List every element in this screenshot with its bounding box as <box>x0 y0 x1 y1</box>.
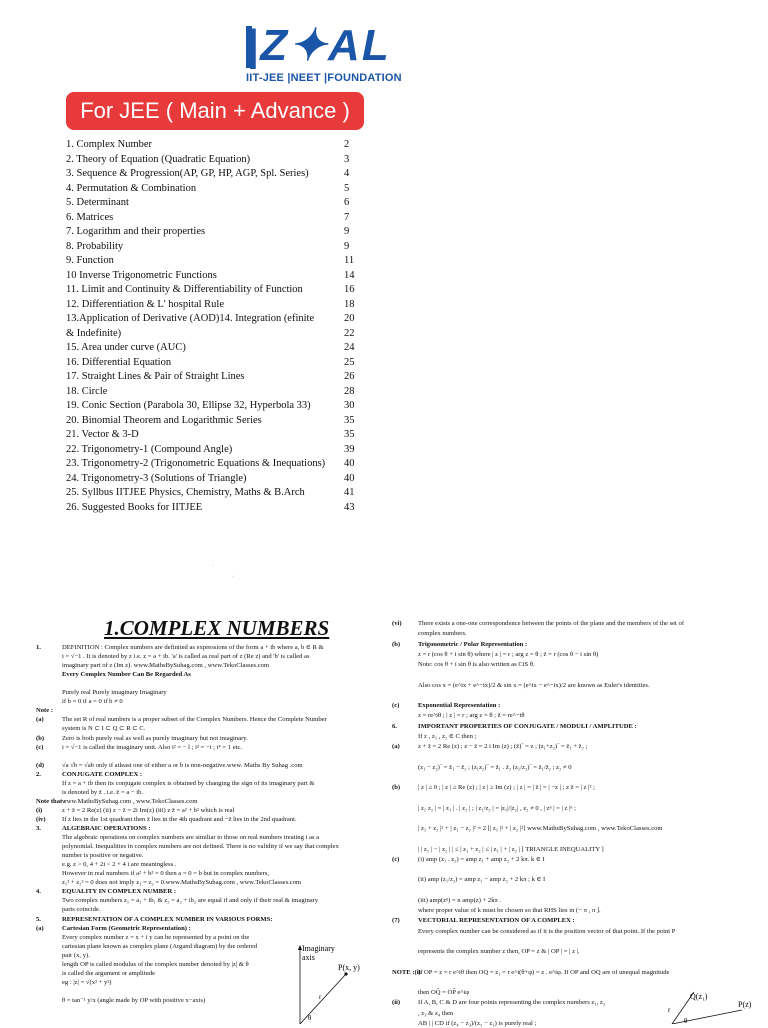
toc-page-number: 20 <box>344 313 355 324</box>
text-line: z = re^iθ ; | z | = r ; arg z = θ ; z̄ = re^−iθ <box>418 712 525 720</box>
text-line: is called the argument or amplitude <box>62 969 156 977</box>
toc-page-number: 7 <box>344 211 350 223</box>
toc-page-number: 39 <box>344 443 355 455</box>
graph-y-label: Imaginary <box>302 944 335 953</box>
toc-page-number: 22 <box>344 327 355 339</box>
text-line: CONJUGATE COMPLEX : <box>62 770 143 778</box>
item-label: (b) <box>392 640 401 648</box>
toc-page-number: 6 <box>344 197 350 208</box>
toc-title: 2. Theory of Equation (Quadratic Equation) <box>66 153 251 165</box>
text-line: If z = a + ib then its conjugate complex is obtained by changing the sign of its imaginary part & <box>62 779 315 787</box>
toc-row[interactable] <box>66 428 366 443</box>
item-label: 1. <box>36 644 41 651</box>
text-line: where proper value of k must be chosen so that RHS lies in (− π , π ]. <box>418 907 601 914</box>
toc-row[interactable] <box>66 167 366 182</box>
toc-title: 22. Trigonometry-1 (Compound Angle) <box>66 443 233 455</box>
toc-row[interactable] <box>66 341 366 356</box>
graph-point-label: P(x, y) <box>338 963 360 972</box>
item-label: (7) <box>392 917 400 925</box>
item-label: (a) <box>36 924 44 932</box>
toc-row[interactable] <box>66 254 366 269</box>
text-line: IMPORTANT PROPERTIES OF CONJUGATE / MODULI / AMPLITUDE : <box>418 722 637 730</box>
toc-page-number: 35 <box>344 429 355 440</box>
toc-page-number: 9 <box>344 240 350 252</box>
item-label: (vi) <box>392 620 402 627</box>
toc-title: 17. Straight Lines & Pair of Straight Lines <box>66 371 245 382</box>
toc-page-number: 18 <box>344 298 355 310</box>
text-line: There exists a one-one correspondence between the points of the plane and the members of the set of <box>418 620 685 627</box>
text-line: AB | | CD if (z₄ − z₃)/(z₂ − z₁) is purely real ; <box>418 1019 537 1027</box>
text-line: (ii) amp (z₁/z₂) = amp z₁ − amp z₂ + 2 kπ ; k ∈ I <box>418 876 546 884</box>
text-line: e.g. z > 0, 4 + 2i < 2 + 4 i are meaningless . <box>62 861 177 869</box>
toc-title: 20. Binomial Theorem and Logarithmic Series <box>66 414 262 426</box>
toc-row[interactable] <box>66 370 366 385</box>
toc-title: 1. Complex Number <box>66 139 153 150</box>
item-label: (ii) <box>392 999 401 1007</box>
toc-row[interactable] <box>66 196 366 211</box>
graph-y-label-2: axis <box>302 953 315 962</box>
toc-page-number: 14 <box>344 269 355 281</box>
toc-title: 24. Trigonometry-3 (Solutions of Triangle) <box>66 472 247 484</box>
text-line: If z lies in the 1st quadrant then z̄ lies in the 4th quadrant and −z̄ lies in the 2nd quadrant. <box>62 815 297 823</box>
toc-row[interactable] <box>66 225 366 240</box>
toc-page-number: 30 <box>344 400 355 411</box>
toc-row[interactable] <box>66 211 366 226</box>
toc-row[interactable] <box>66 240 366 255</box>
toc-row[interactable] <box>66 457 366 472</box>
toc-title: 6. Matrices <box>66 211 114 223</box>
text-line: z₁² + z₂² = 0 does not imply z₁ = z₂ = 0.www.MathsBySuhag.com , www.TekoClasses.com <box>62 879 302 887</box>
toc-title: 13.Application of Derivative (AOD)14. Integration (efinite <box>66 313 315 324</box>
text-line: is denoted by z̄ . i.e. z̄ = a − ib. <box>62 788 144 796</box>
logo-tagline: IIT-JEE |NEET |FOUNDATION <box>246 72 402 84</box>
text-line: | z | ≥ 0 ; | z | ≥ Re (z) ; | z | ≥ Im (z) ; | z | = | z̄ | = | −z | ; z z̄ = | z |² ; <box>418 784 595 791</box>
item-label: 6. <box>392 722 397 730</box>
text-line: (z₁ − z₂)‾ = z̄₁ − z̄₂ ; (z₁z₂)‾ = z̄₁ . z̄₂ (z₁/z₂)‾ = z̄₁/z̄₂ ; z₂ ≠ 0 <box>418 763 572 771</box>
text-line: eg : |z| = √(x² + y²) <box>62 978 112 986</box>
toc-title: 26. Suggested Books for IITJEE <box>66 501 203 513</box>
text-line: Note: cos θ + i sin θ is also written as CiS θ. <box>418 661 535 668</box>
text-line: length OP is called modulus of the complex number denoted by |z| & θ <box>62 960 249 968</box>
toc-row[interactable] <box>66 472 366 487</box>
toc-title: 18. Circle <box>66 385 108 397</box>
text-line: z = r (cos θ + i sin θ) where | z | = r ; arg z = θ ; z̄ = r (cos θ − i sin θ) <box>418 650 599 658</box>
graph-theta-label: θ <box>308 1014 312 1022</box>
text-line: Zero is both purely real as well as purely imaginary but not imaginary. <box>62 734 248 742</box>
toc-title: 10 Inverse Trigonometric Functions <box>66 269 217 281</box>
text-line: Trigonometric / Polar Representation : <box>418 640 528 648</box>
text-line: z + z̄ = 2 Re(z) (ii) z − z̄ = 2i Im(z) (iii) z z̄ = a² + b² which is real <box>62 806 235 814</box>
toc-title: 25. Syllbus IITJEE Physics, Chemistry, Maths & B.Arch <box>66 487 305 498</box>
course-banner: For JEE ( Main + Advance ) <box>66 92 364 130</box>
toc-title: 11. Limit and Continuity & Differentiability of Function <box>66 284 303 295</box>
toc-row[interactable] <box>66 312 366 327</box>
graph2-theta-label: θ <box>684 1017 688 1024</box>
text-line: Every complex number can be considered as if it is the position vector of that point. If the point P <box>418 927 676 935</box>
text-line: The algebraic operations on complex numbers are similiar to those on real numbers treating i as a <box>62 834 320 842</box>
item-label: Note that : <box>36 797 67 805</box>
toc-row[interactable] <box>66 327 366 342</box>
toc-title: 8. Probability <box>66 240 124 252</box>
item-label: (a) <box>36 716 44 724</box>
toc-page-number: 24 <box>344 342 355 353</box>
toc-title: & Indefinite) <box>66 327 122 339</box>
text-line: VECTORIAL REPRESENTATION OF A COMPLEX : <box>418 917 575 925</box>
item-label: 4. <box>36 888 41 896</box>
argand-diagram <box>292 944 370 1024</box>
text-line: REPRESENTATION OF A COMPLEX NUMBER IN VARIOUS FORMS: <box>62 915 273 923</box>
toc-row[interactable] <box>66 138 366 153</box>
logo <box>246 20 422 90</box>
text-line: Exponential Representation : <box>418 702 501 709</box>
toc-title: 9. Function <box>66 255 114 266</box>
toc-title: 12. Differentiation & L' hospital Rule <box>66 298 225 310</box>
item-label: 5. <box>36 915 41 923</box>
text-line: | z₁ z₂ | = | z₁ | . | z₂ | ; | z₁/z₂ | = |z₁|/|z₂| , z₂ ≠ 0 , | zⁿ | = | z |ⁿ ; <box>418 804 576 812</box>
text-line: DEFINITION : Complex numbers are definited as expressions of the form a + ib where a, b ∈ R & <box>62 644 324 651</box>
section-title: 1.COMPLEX NUMBERS <box>104 616 330 640</box>
text-line: pair (x, y). <box>62 951 90 959</box>
stray-dot: · <box>232 574 234 580</box>
text-line: Two complex numbers z₁ = a₁ + ib₁ & z₂ = a₂ + ib₂ are equal if and only if their real & imaginary <box>62 897 319 905</box>
vector-diagram <box>650 990 760 1024</box>
toc-page-number: 43 <box>344 501 355 513</box>
toc-page-number: 5 <box>344 182 350 194</box>
toc-page-number: 40 <box>344 458 355 469</box>
item-label: 3. <box>36 825 41 832</box>
text-line: Purely real Purely imaginary Imaginary <box>62 689 167 697</box>
toc-title: 3. Sequence & Progression(AP, GP, HP, AGP, Spl. Series) <box>66 168 309 179</box>
toc-row[interactable] <box>66 385 366 400</box>
text-line: Cartesian Form (Geometric Representation) : <box>62 924 191 932</box>
graph2-p-label: P(z) <box>738 1000 752 1009</box>
item-label: (i) <box>36 806 43 814</box>
text-line: Every complex number z = x + i y can be represented by a point on the <box>62 933 250 941</box>
text-line: www.MathsBySuhag.com , www.TekoClasses.com <box>62 797 198 805</box>
toc-title: 5. Determinant <box>66 197 129 208</box>
item-label: (a) <box>392 743 400 750</box>
text-line: represents the complex number z then, OP = z & | OP | = | z |. <box>418 948 580 955</box>
text-line: ALGEBRAIC OPERATIONS : <box>62 825 151 832</box>
graph2-r-label: r <box>668 1006 671 1014</box>
text-line: Every Complex Number Can Be Regarded As <box>62 671 191 679</box>
toc-row[interactable] <box>66 443 366 458</box>
text-line: θ = tan⁻¹ y/x (angle made by OP with positive x−axis) <box>62 996 206 1004</box>
toc-title: 21. Vector & 3-D <box>66 429 139 440</box>
toc-page-number: 3 <box>344 153 350 165</box>
text-line: If A, B, C & D are four points representing the complex numbers z₁, z₂ <box>418 999 606 1007</box>
toc-row[interactable] <box>66 153 366 168</box>
text-line: Also cos x = (e^ix + e^−ix)/2 & sin x = (e^ix − e^−ix)/2 are known as Euler's identities. <box>418 681 650 689</box>
text-line: If z , z₁ , z₂ ∈ C then ; <box>418 732 477 740</box>
text-line: i = √−1 . It is denoted by z i.e. z = a + ib. 'a' is called as real part of z (Re z) and 'b' is called as <box>62 653 310 661</box>
toc-row[interactable] <box>66 283 366 298</box>
text-line: if b = 0 if a = 0 if b ≠ 0 <box>62 698 123 706</box>
item-label: (c) <box>36 743 44 751</box>
toc-title: 16. Differential Equation <box>66 356 172 368</box>
toc-title: 4. Permutation & Combination <box>66 182 197 194</box>
text-line: (i) amp (z₁ . z₂) = amp z₁ + amp z₂ + 2 kπ. k ∈ I <box>418 855 545 863</box>
text-line: cartesian plane known as complex plane (Argand diagram) by the ordered <box>62 942 258 950</box>
stray-dot: · <box>212 563 214 569</box>
toc-row[interactable] <box>66 501 366 516</box>
graph2-q-label: Q(z₁) <box>690 992 708 1001</box>
toc-row[interactable] <box>66 399 366 414</box>
text-line: The set R of real numbers is a proper subset of the Complex Numbers. Hence the Complete Number <box>62 716 327 724</box>
text-line: √a √b = √ab only if atleast one of either a or b is non-negative.www. Maths By Suhag .com <box>62 761 303 769</box>
graph-r-label: r <box>319 993 322 1001</box>
item-label: (b) <box>36 734 45 742</box>
text-line: polynomial. Inequalities in complex numbers are not defined. There is no validity if we say that complex <box>62 843 339 851</box>
toc-title: 23. Trigonometry-2 (Trigonometric Equations & Inequations) <box>66 458 326 469</box>
toc-page-number: 2 <box>344 139 350 150</box>
text-line: i = √−1 is called the imaginary unit. Also i² = − l ; i³ = −i ; i⁴ = 1 etc. <box>62 743 243 751</box>
item-label: (d) <box>36 761 45 769</box>
text-line: z + z̄ = 2 Re (z) ; z − z̄ = 2 i Im (z) ; (z̄)‾ = z ; (z₁+z₂)‾ = z̄₁ + z̄₂ ; <box>418 743 588 750</box>
toc-row[interactable] <box>66 298 366 313</box>
text-line: number is positive or negative. <box>62 852 144 860</box>
toc-row[interactable] <box>66 414 366 429</box>
item-label: (c) <box>392 855 400 863</box>
text-line: | | z₁ | − | z₂ | | ≤ | z₁ + z₂ | ≤ | z₁ | + | z₂ | [ TRIANGLE INEQUALITY ] <box>418 845 604 853</box>
toc-title: 7. Logarithm and their properties <box>66 226 206 237</box>
toc-page-number: 28 <box>344 385 355 397</box>
text-line: imaginary part of z (Im z). www.MathsBySuhag.com , www.TekoClasses.com <box>62 662 270 670</box>
table-of-contents <box>66 138 366 515</box>
toc-page-number: 41 <box>344 487 355 498</box>
toc-row[interactable] <box>66 356 366 371</box>
logo-wordmark: |Z✦AL <box>246 21 391 70</box>
toc-row[interactable] <box>66 182 366 197</box>
toc-page-number: 35 <box>344 414 355 426</box>
text-line: complex numbers. <box>418 630 467 638</box>
item-label: Note : <box>36 707 54 715</box>
toc-row[interactable] <box>66 486 366 501</box>
toc-title: 15. Area under curve (AUC) <box>66 342 186 353</box>
toc-page-number: 26 <box>344 371 355 382</box>
toc-row[interactable] <box>66 269 366 284</box>
item-label: (iv) <box>36 815 46 823</box>
toc-page-number: 25 <box>344 356 355 368</box>
item-label: (c) <box>392 702 400 709</box>
text-line: (iii) amp(zⁿ) = n amp(z) + 2kπ . <box>418 896 502 904</box>
toc-page-number: 16 <box>344 284 355 295</box>
text-line: parts coincide. <box>62 906 101 914</box>
item-label: (b) <box>392 784 401 791</box>
toc-title: 19. Conic Section (Parabola 30, Ellipse 32, Hyperbola 33) <box>66 400 311 411</box>
item-label: NOTE :(i) <box>392 968 421 976</box>
toc-page-number: 9 <box>344 226 350 237</box>
text-line: then OQ̂ = OP̂ e^iφ <box>418 989 470 996</box>
item-label: 2. <box>36 770 41 778</box>
text-line: system is N ⊂ I ⊂ Q ⊂ R ⊂ C. <box>62 725 146 733</box>
text-line: However in real numbers if a² + b² = 0 then a = 0 = b but in complex numbers, <box>62 870 270 878</box>
text-line: EQUALITY IN COMPLEX NUMBER : <box>62 888 177 896</box>
text-line: | z₁ + z₂ |² + | z₁ − z₂ |² = 2 [| z₁ |² + | z₂ |²] www.MathsBySuhag.com , www.TekoClasses.com <box>418 825 663 832</box>
toc-page-number: 4 <box>344 168 350 179</box>
text-line: If OP = z = r e^iθ then OQ = z₁ = r e^i(θ+φ) = z . e^iφ. If OP and OQ are of unequal magnitude <box>418 968 670 976</box>
toc-page-number: 40 <box>344 472 355 484</box>
toc-page-number: 11 <box>344 255 355 266</box>
text-line: , z₃ & z₄ then <box>418 1009 454 1017</box>
